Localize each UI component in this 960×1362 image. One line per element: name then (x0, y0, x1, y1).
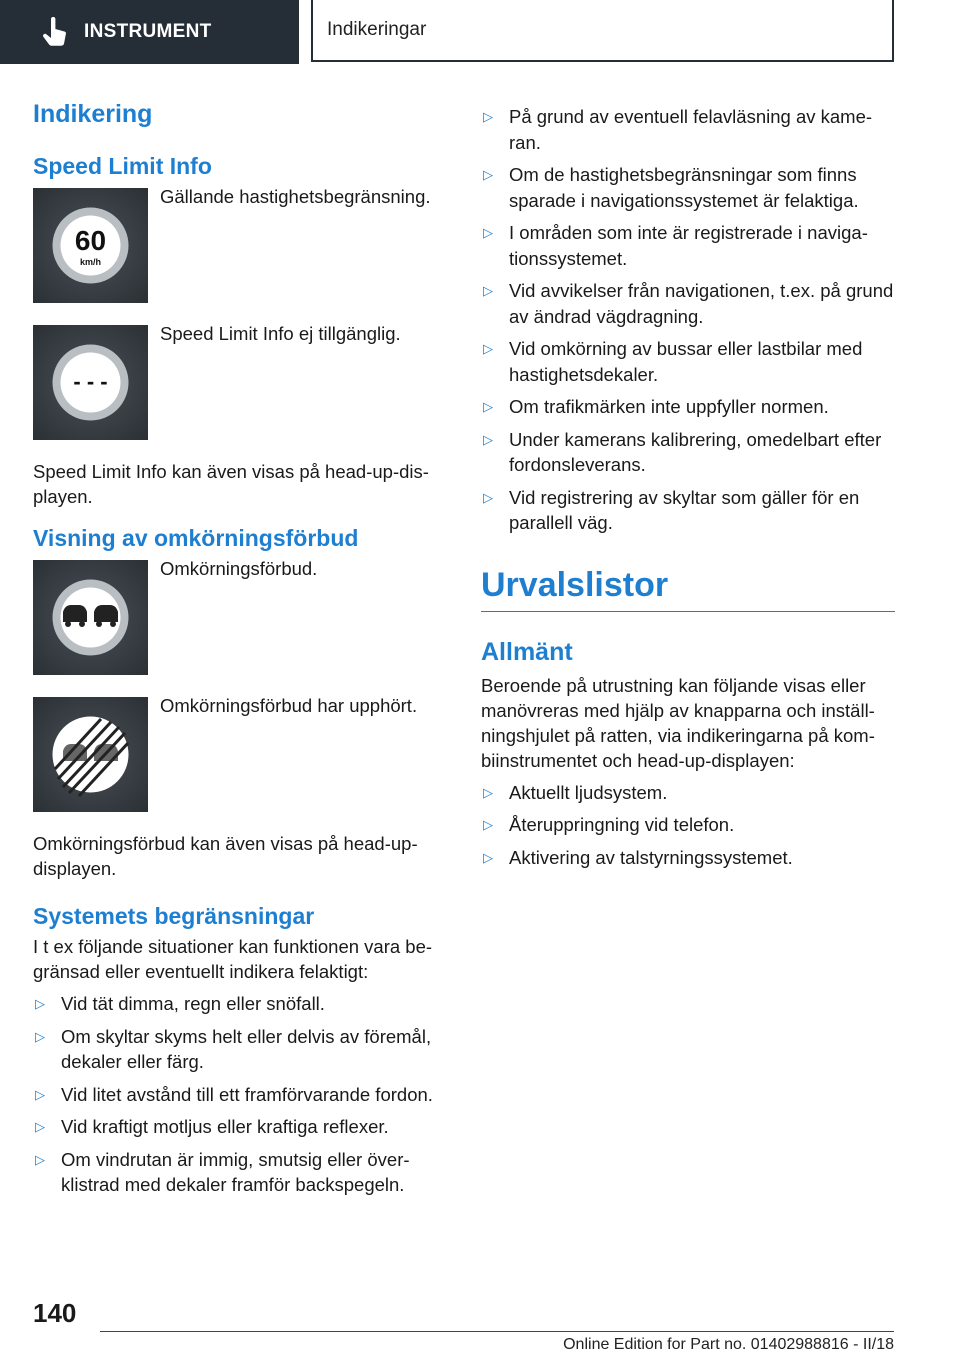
list-item: ▷ Vid tät dimma, regn eller snöfall. (35, 993, 325, 1014)
list-item: ▷ Om vindrutan är immig, smutsig eller över-klistrad med dekaler framför backspegeln. (35, 1148, 410, 1195)
general-intro: Beroende på utrustning kan följande visas eller manövreras med hjälp av knapparna och inställ-ningshjulet på ratten, via indikeringarna på kom-biinstrumentet och head-up-displayen: (481, 674, 875, 771)
speed-limit-current-text: Gällande hastighetsbegränsning. (160, 186, 431, 207)
list-item: ▷ Vid litet avstånd till ett framförvarande fordon. (35, 1083, 433, 1105)
list-item: ▷ Aktivering av talstyrningssystemet. (483, 846, 793, 868)
section-tab (0, 0, 299, 64)
overtaking-end-text: Omkörningsförbud har upphört. (160, 695, 418, 716)
overtaking-end-row (33, 697, 445, 813)
selection-list (481, 780, 895, 871)
list-item: ▷ Vid avvikelser från navigationen, t.ex. på grund av ändrad vägdragning. (483, 280, 894, 327)
end-no-overtaking-icon (33, 697, 148, 812)
speed-limit-unavailable-icon (33, 325, 148, 440)
heading-limitations: Systemets begränsningar (33, 903, 315, 929)
topic-title: Indikeringar (327, 19, 427, 40)
list-item: ▷ Vid kraftigt motljus eller kraftiga reflexer. (35, 1116, 389, 1137)
list-item: ▷ Under kamerans kalibrering, omedelbart efter fordonsleverans. (483, 428, 882, 475)
list-item: ▷ Vid registrering av skyltar som gäller för en parallell väg. (483, 486, 860, 533)
speed-limit-note: Speed Limit Info kan även visas på head-up-dis-playen. (33, 461, 429, 507)
no-overtaking-icon (33, 560, 148, 675)
list-item: ▷ På grund av eventuell felavläsning av kame-ran. (483, 106, 873, 153)
page-number: 140 (33, 1298, 77, 1328)
heading-indikering: Indikering (33, 100, 153, 128)
speed-limit-row (33, 188, 445, 304)
speed-limit-na-text: Speed Limit Info ej tillgänglig. (160, 323, 401, 344)
unavailable-dashes: - - - (73, 369, 108, 394)
topic-tab (311, 0, 894, 62)
speed-value: 60 (74, 225, 107, 256)
list-item: ▷ Vid omkörning av bussar eller lastbilar med hastighetsdekaler. (483, 338, 863, 385)
footer-divider (100, 1331, 894, 1332)
list-item: ▷ I områden som inte är registrerade i naviga-tionssystemet. (483, 222, 868, 269)
chapter-rule (481, 611, 895, 612)
chapter-title: Urvalslistor (481, 565, 669, 604)
no-overtaking-text: Omkörningsförbud. (160, 558, 318, 579)
section-title: INSTRUMENT (84, 21, 212, 42)
heading-overtaking: Visning av omkörningsförbud (33, 525, 359, 551)
limitations-intro: I t ex följande situationer kan funktionen vara be-gränsad eller eventuellt indikera felaktigt: (33, 936, 433, 982)
right-column (481, 104, 895, 877)
heading-speed-limit: Speed Limit Info (33, 153, 212, 179)
speed-limit-na-row (33, 325, 445, 441)
no-overtaking-row (33, 560, 445, 676)
list-item: ▷ Återuppringning vid telefon. (483, 814, 735, 835)
list-item: ▷ Aktuellt ljudsystem. (483, 781, 668, 803)
left-column (33, 100, 445, 1205)
limitations-list-continued (481, 104, 895, 536)
list-item: ▷ Om skyltar skyms helt eller delvis av föremål, dekaler eller färg. (35, 1025, 432, 1072)
speed-unit: km/h (79, 257, 102, 267)
overtaking-note: Omkörningsförbud kan även visas på head-up-displayen. (33, 833, 418, 879)
limitations-list (33, 991, 445, 1198)
hand-pointer-icon (38, 15, 72, 49)
list-item: ▷ Om trafikmärken inte uppfyller normen. (483, 396, 829, 417)
edition-info: Online Edition for Part no. 01402988816 - II/18 (563, 1336, 894, 1353)
heading-general: Allmänt (481, 637, 573, 666)
speed-limit-60-icon (33, 188, 148, 303)
list-item: ▷ Om de hastighetsbegränsningar som finns sparade i navigationssystemet är felaktiga. (483, 164, 859, 211)
